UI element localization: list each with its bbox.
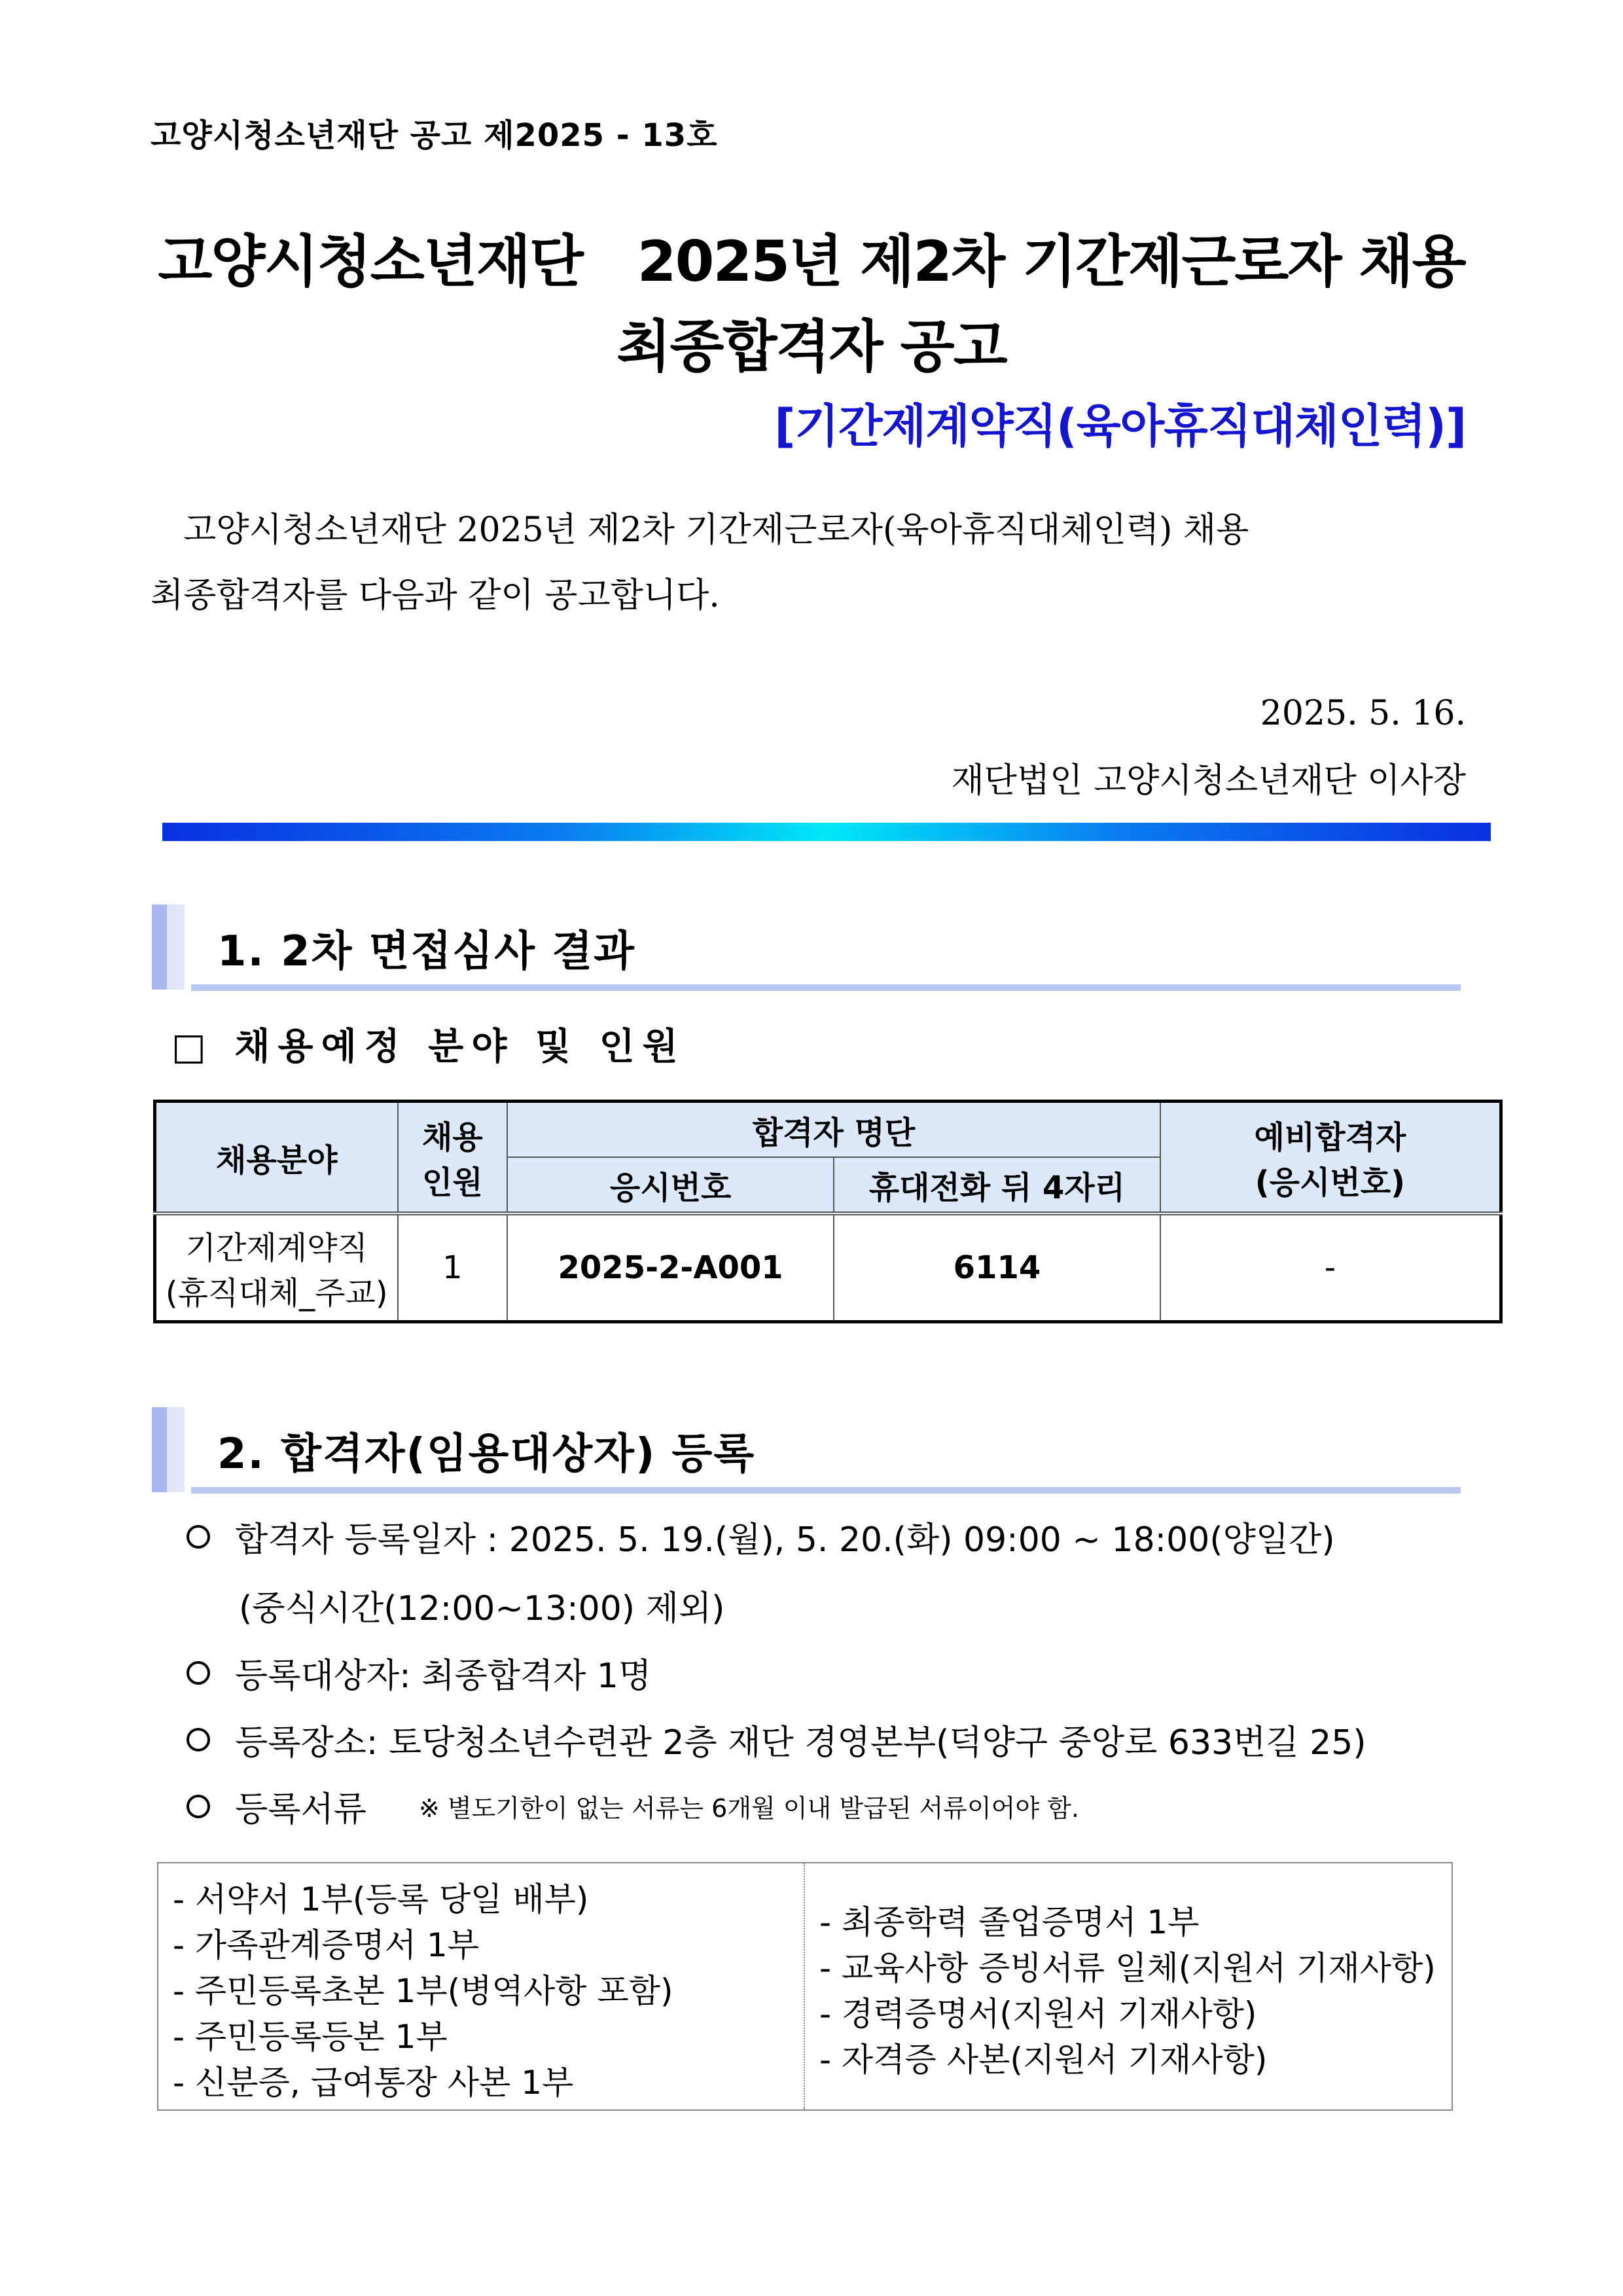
section-underline	[191, 1487, 1461, 1494]
section1-header	[152, 905, 1461, 990]
document-title-line2: 최종합격자 공고	[616, 314, 1007, 380]
document-subtitle: [기간제계약직(육아휴직대체인력)]	[774, 399, 1466, 453]
documents-left-column	[158, 1863, 805, 2109]
header-reserve: 예비합격자 (응시번호)	[1160, 1102, 1501, 1214]
document-item: - 서약서 1부(등록 당일 배부)	[173, 1880, 589, 1918]
document-item: - 최종학력 졸업증명서 1부	[819, 1903, 1200, 1941]
intro-paragraph	[151, 497, 1459, 628]
section-underline	[191, 984, 1461, 991]
header-phone: 휴대전화 뒤 4자리	[834, 1157, 1160, 1213]
document-item: - 경력증명서(지원서 기재사항)	[819, 1995, 1257, 2033]
documents-note: ※ 별도기한이 없는 서류는 6개월 이내 발급된 서류이어야 함.	[418, 1794, 1079, 1823]
document-item: - 주민등록초본 1부(병역사항 포함)	[173, 1972, 673, 2010]
list-item: 등록대상자: 최종합격자 1명	[187, 1648, 651, 1697]
table-row	[155, 1213, 1501, 1322]
header-exam-no: 응시번호	[507, 1157, 834, 1213]
issuer: 재단법인 고양시청소년재단 이사장	[951, 761, 1466, 800]
cell-phone: 6114	[834, 1213, 1160, 1322]
documents-right-column	[805, 1863, 1452, 2109]
section2-header	[152, 1407, 1461, 1492]
cell-reserve: -	[1160, 1213, 1501, 1322]
section-accent	[152, 905, 177, 990]
list-item: 등록장소: 토당청소년수련관 2층 재단 경영본부(덕양구 중앙로 633번길 25)	[187, 1715, 1366, 1764]
documents-box	[157, 1862, 1453, 2111]
section1-heading: 1. 2차 면접심사 결과	[217, 927, 635, 976]
list-item: 등록서류 ※ 별도기한이 없는 서류는 6개월 이내 발급된 서류이어야 함.	[187, 1782, 1079, 1831]
cell-exam-no: 2025-2-A001	[507, 1213, 834, 1322]
divider-bar	[162, 823, 1491, 841]
intro-line2: 최종합격자를 다음과 같이 공고합니다.	[151, 576, 720, 615]
cell-count: 1	[398, 1213, 508, 1322]
result-table	[153, 1100, 1503, 1323]
section-accent	[152, 1407, 177, 1492]
section1-subheading: □ 채용예정 분야 및 인원	[171, 1026, 686, 1068]
header-field: 채용분야	[155, 1102, 398, 1214]
document-item: - 신분증, 급여통장 사본 1부	[173, 2064, 574, 2102]
circle-bullet-icon	[187, 1728, 210, 1751]
intro-line1: 고양시청소년재단 2025년 제2차 기간제근로자(육아휴직대체인력) 채용	[183, 511, 1249, 550]
document-item: - 교육사항 증빙서류 일체(지원서 기재사항)	[819, 1949, 1436, 1987]
circle-bullet-icon	[187, 1661, 210, 1685]
document-title-line1: 고양시청소년재단 2025년 제2차 기간제근로자 채용	[158, 229, 1465, 295]
section2-heading: 2. 합격자(임용대상자) 등록	[217, 1430, 756, 1479]
header-passers: 합격자 명단	[507, 1102, 1160, 1158]
document-item: - 자격증 사본(지원서 기재사항)	[819, 2041, 1268, 2079]
notice-number: 고양시청소년재단 공고 제2025 - 13호	[151, 117, 718, 154]
announcement-date: 2025. 5. 16.	[1260, 694, 1466, 733]
list-item-continuation: (중식시간(12:00~13:00) 제외)	[239, 1589, 725, 1628]
document-item: - 주민등록등본 1부	[173, 2018, 448, 2056]
document-item: - 가족관계증명서 1부	[173, 1926, 480, 1964]
list-item: 합격자 등록일자 : 2025. 5. 19.(월), 5. 20.(화) 09:00 ~ 18:00(양일간)	[187, 1512, 1335, 1561]
circle-bullet-icon	[187, 1795, 210, 1818]
cell-field: 기간제계약직 (휴직대체_주교)	[155, 1213, 398, 1322]
circle-bullet-icon	[187, 1525, 210, 1549]
header-count: 채용 인원	[398, 1102, 508, 1214]
